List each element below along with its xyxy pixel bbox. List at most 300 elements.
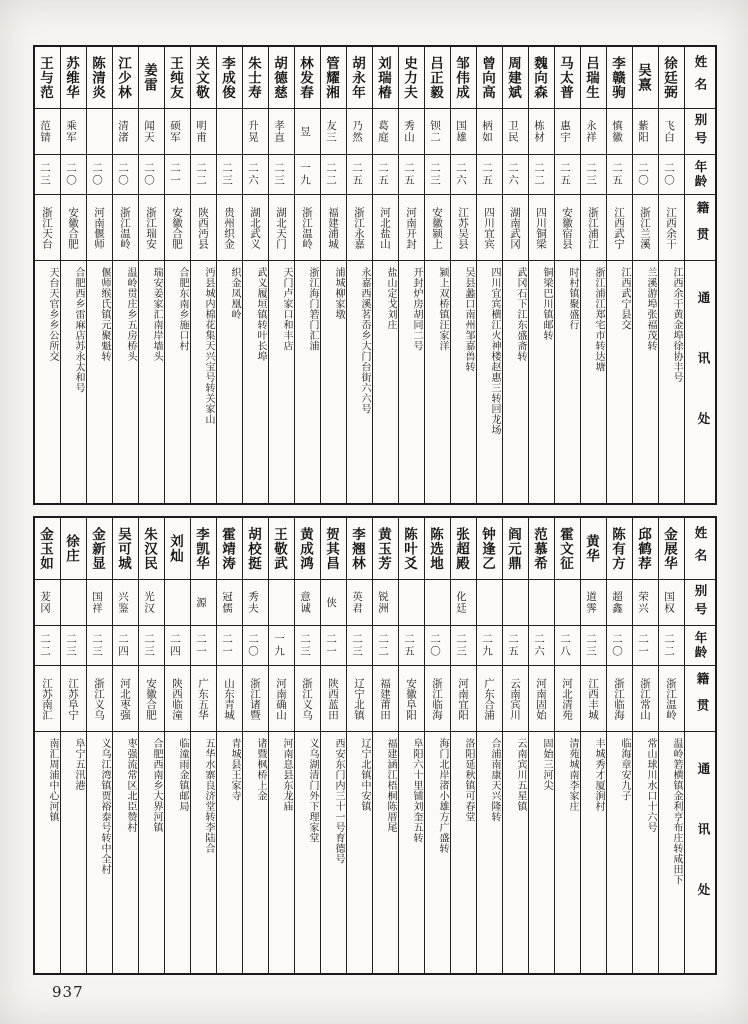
- entry-alias: 化廷: [451, 580, 476, 626]
- entry-origin: 浙江兰溪: [633, 195, 658, 261]
- entry-origin: 浙江瑞安: [139, 195, 164, 261]
- header-alias: 别号: [685, 109, 715, 155]
- entry-column: [243, 518, 269, 973]
- entry-column: [581, 518, 607, 973]
- header-origin: 籍贯: [685, 195, 715, 261]
- entry-name: 姜雷: [139, 47, 164, 109]
- entry-column: [347, 47, 373, 503]
- entry-origin: 浙江温岭: [659, 666, 684, 732]
- entry-origin: 浙江诸暨: [243, 666, 268, 732]
- entry-name: 史力夫: [399, 47, 424, 109]
- entry-column: [529, 47, 555, 503]
- entry-origin: 福建浦城: [321, 195, 346, 261]
- entry-column: [399, 47, 425, 503]
- entry-column: [425, 518, 451, 973]
- entry-age: 二八: [555, 626, 580, 666]
- entry-alias: [87, 109, 112, 155]
- entry-origin: 湖北天门: [269, 195, 294, 261]
- entry-name: 管耀湘: [321, 47, 346, 109]
- entry-alias: 紫阳: [633, 109, 658, 155]
- entry-column: [607, 47, 633, 503]
- entry-age: 二四: [113, 626, 138, 666]
- header-column: [685, 47, 715, 503]
- entry-column: [451, 47, 477, 503]
- entry-age: 二五: [347, 155, 372, 195]
- entry-origin: 贵州织金: [217, 195, 242, 261]
- entry-age: 二三: [425, 155, 450, 195]
- entry-origin: 浙江义乌: [295, 666, 320, 732]
- entry-alias: 国祥: [87, 580, 112, 626]
- entry-age: 二一: [321, 626, 346, 666]
- entry-address: 合浦南康天兴隆转: [489, 738, 500, 822]
- entry-origin: 江苏吴县: [451, 195, 476, 261]
- entry-origin: 安徽合肥: [139, 666, 164, 732]
- entry-alias: 道霁: [581, 580, 606, 626]
- entry-origin: 湖北武义: [243, 195, 268, 261]
- entry-name: 钟逢乙: [477, 518, 502, 580]
- entry-age: 二六: [243, 155, 268, 195]
- entry-age: 二四: [165, 626, 190, 666]
- entry-age: 二二: [35, 626, 60, 666]
- entry-name: 邱鹤荐: [633, 518, 658, 580]
- entry-origin: 浙江临海: [425, 666, 450, 732]
- entry-age: 二三: [87, 626, 112, 666]
- entry-origin: 福建莆田: [373, 666, 398, 732]
- entry-address: 江西余干黄金埠徐协丰号: [671, 267, 682, 383]
- header-age: 年龄: [685, 155, 715, 195]
- entry-alias: 超鑫: [607, 580, 632, 626]
- entry-address: 义乌江湾镇贾裕泰号转中全村: [99, 738, 110, 875]
- entry-age: 二三: [347, 626, 372, 666]
- entry-column: [477, 47, 503, 503]
- entry-alias: [425, 580, 450, 626]
- entry-age: 二二: [373, 626, 398, 666]
- entry-address: 合肥西南乡大界河镇: [151, 738, 162, 833]
- entry-age: 二五: [399, 626, 424, 666]
- entry-age: 二五: [555, 155, 580, 195]
- entry-column: [35, 47, 61, 503]
- entry-address: 温岭贯庄乡五房桥头: [125, 267, 136, 362]
- entry-alias: 友三: [321, 109, 346, 155]
- entry-name: 关文敬: [191, 47, 216, 109]
- entry-column: [61, 518, 87, 973]
- entry-origin: 陕西沔县: [191, 195, 216, 261]
- entry-origin: 安徽宿县: [555, 195, 580, 261]
- entry-alias: 秀山: [399, 109, 424, 155]
- entry-age: 二一: [217, 626, 242, 666]
- entry-name: 金展华: [659, 518, 684, 580]
- entry-column: [139, 518, 165, 973]
- entry-name: 李凯华: [191, 518, 216, 580]
- entry-address: 五华水寨良济堂转李陆合: [203, 738, 214, 854]
- entry-address: 常山球川水口十六号: [645, 738, 656, 833]
- entry-age: 二三: [35, 155, 60, 195]
- entry-address: 辽宁北镇中安镇: [359, 738, 370, 812]
- entry-address: 阜宁五汛港: [73, 738, 84, 791]
- header-name: 姓名: [685, 518, 715, 580]
- entry-alias: 乃然: [347, 109, 372, 155]
- entry-column: [529, 518, 555, 973]
- entry-column: [191, 518, 217, 973]
- entry-address: 合肥西乡雷麻店苏永太和号: [73, 267, 84, 393]
- entry-age: 二六: [451, 155, 476, 195]
- entry-address: 天台天官乡乡公所交: [47, 267, 58, 362]
- entry-age: 二〇: [633, 155, 658, 195]
- entry-name: 吴熹: [633, 47, 658, 109]
- entry-name: 苏维华: [61, 47, 86, 109]
- entry-origin: 湖南武冈: [503, 195, 528, 261]
- entry-alias: 昱: [295, 109, 320, 155]
- entry-column: [165, 518, 191, 973]
- entry-origin: 浙江温岭: [113, 195, 138, 261]
- entry-column: [321, 518, 347, 973]
- entry-address: 洛阳延秋镇可春堂: [463, 738, 474, 822]
- entry-alias: 光汉: [139, 580, 164, 626]
- entry-age: 二三: [581, 626, 606, 666]
- entry-origin: 江西武宁: [607, 195, 632, 261]
- entry-origin: 浙江永嘉: [347, 195, 372, 261]
- entry-age: 二二: [529, 155, 554, 195]
- entry-name: 阎元鼎: [503, 518, 528, 580]
- entry-address: 海门北岸渚小雄方广盛转: [437, 738, 448, 854]
- entry-alias: 范锖: [35, 109, 60, 155]
- entry-name: 朱汉民: [139, 518, 164, 580]
- entry-age: 一九: [295, 155, 320, 195]
- entry-name: 王敬武: [269, 518, 294, 580]
- entry-age: 二六: [529, 626, 554, 666]
- entry-name: 陈清炎: [87, 47, 112, 109]
- entry-alias: 卫民: [503, 109, 528, 155]
- entry-name: 范慕希: [529, 518, 554, 580]
- entry-name: 刘灿: [165, 518, 190, 580]
- entry-origin: 河南固始: [529, 666, 554, 732]
- entry-age: 二〇: [607, 626, 632, 666]
- entry-address: 颍上双桥镇汪家洋: [437, 267, 448, 351]
- header-alias: 别号: [685, 580, 715, 626]
- entry-age: 一九: [269, 626, 294, 666]
- entry-name: 胡校挺: [243, 518, 268, 580]
- entry-column: [477, 518, 503, 973]
- entry-name: 吕正毅: [425, 47, 450, 109]
- entry-age: 二〇: [425, 626, 450, 666]
- entry-name: 李成俊: [217, 47, 242, 109]
- entry-alias: [217, 109, 242, 155]
- entry-origin: 辽宁北镇: [347, 666, 372, 732]
- entry-column: [165, 47, 191, 503]
- entry-column: [87, 47, 113, 503]
- entry-alias: [503, 580, 528, 626]
- entry-column: [269, 47, 295, 503]
- entry-name: 刘瑞椿: [373, 47, 398, 109]
- entry-age: 二五: [399, 155, 424, 195]
- entry-address: 江西武宁县交: [619, 267, 630, 330]
- entry-address: 枣强流常区北臣赞村: [125, 738, 136, 833]
- entry-origin: 陕西临潼: [165, 666, 190, 732]
- entry-name: 李翘林: [347, 518, 372, 580]
- entry-address: 浙江海门箬门汇浦: [307, 267, 318, 351]
- entry-address: 临海章安九子: [619, 738, 630, 801]
- entry-column: [321, 47, 347, 503]
- entry-column: [269, 518, 295, 973]
- entry-age: 二三: [295, 626, 320, 666]
- entry-name: 王与范: [35, 47, 60, 109]
- entry-name: 黄华: [581, 518, 606, 580]
- entry-column: [35, 518, 61, 973]
- entry-alias: [269, 580, 294, 626]
- entry-alias: 柄如: [477, 109, 502, 155]
- entry-address: 云南宾川五星镇: [515, 738, 526, 812]
- header-origin: 籍贯: [685, 666, 715, 732]
- entry-origin: 江西余干: [659, 195, 684, 261]
- entry-address: 织金凤凰岭: [229, 267, 240, 320]
- entry-name: 徐廷弼: [659, 47, 684, 109]
- entry-address: 永嘉西溪茗岙乡大门台街六六号: [359, 267, 370, 414]
- entry-column: [633, 518, 659, 973]
- entry-column: [217, 518, 243, 973]
- entry-alias: 钡二: [425, 109, 450, 155]
- entry-age: 二三: [451, 626, 476, 666]
- entry-column: [399, 518, 425, 973]
- entry-age: 二二: [321, 155, 346, 195]
- entry-column: [555, 518, 581, 973]
- entry-alias: 茇冈: [35, 580, 60, 626]
- entry-name: 陈有方: [607, 518, 632, 580]
- entry-origin: 河南开封: [399, 195, 424, 261]
- entry-name: 林发春: [295, 47, 320, 109]
- entry-age: 二五: [373, 155, 398, 195]
- entry-column: [581, 47, 607, 503]
- entry-origin: 河北枣强: [113, 666, 138, 732]
- entry-alias: 侠: [321, 580, 346, 626]
- entry-origin: 河北清苑: [555, 666, 580, 732]
- header-address: 通讯处: [696, 291, 711, 473]
- entry-address: 南汇周浦中心河镇: [47, 738, 58, 822]
- entry-name: 黄玉芳: [373, 518, 398, 580]
- entry-column: [373, 47, 399, 503]
- entry-column: [61, 47, 87, 503]
- entry-age: 二一: [165, 155, 190, 195]
- entry-origin: 广东五华: [191, 666, 216, 732]
- page-number: 937: [52, 983, 84, 1001]
- entry-column: [659, 47, 685, 503]
- entry-address: 福建涵江梧桐陈厝尾: [385, 738, 396, 833]
- entry-age: 二三: [139, 626, 164, 666]
- entry-origin: 河南宜阳: [451, 666, 476, 732]
- entry-address: 临潼雨金镇邮局: [177, 738, 188, 812]
- entry-address: 诸暨枫桥上金: [255, 738, 266, 801]
- entry-origin: 安徽阜阳: [399, 666, 424, 732]
- entry-column: [659, 518, 685, 973]
- entry-name: 吴可城: [113, 518, 138, 580]
- entry-alias: [399, 580, 424, 626]
- entry-origin: 山东青城: [217, 666, 242, 732]
- entry-column: [555, 47, 581, 503]
- entry-alias: [61, 580, 86, 626]
- header-address: 通讯处: [696, 761, 711, 944]
- entry-age: 二五: [477, 155, 502, 195]
- entry-name: 黄成鸿: [295, 518, 320, 580]
- entry-age: 二六: [503, 155, 528, 195]
- entry-column: [139, 47, 165, 503]
- entry-address: 温岭箬横镇金利亨布庄转咸田下: [671, 738, 682, 885]
- entry-address: 西安东门内三十一号育德号: [333, 738, 344, 864]
- entry-name: 曾向高: [477, 47, 502, 109]
- entry-column: [503, 518, 529, 973]
- entry-name: 周建斌: [503, 47, 528, 109]
- entry-alias: 锐洲: [373, 580, 398, 626]
- entry-name: 邹伟成: [451, 47, 476, 109]
- header-age: 年龄: [685, 626, 715, 666]
- entry-alias: 硕军: [165, 109, 190, 155]
- entry-column: [295, 47, 321, 503]
- entry-column: [113, 47, 139, 503]
- entry-age: 二一: [191, 626, 216, 666]
- entry-alias: 清渚: [113, 109, 138, 155]
- entry-address: 兰溪游埠张福茂转: [645, 267, 656, 351]
- entry-origin: 安徽合肥: [165, 195, 190, 261]
- entry-name: 马太普: [555, 47, 580, 109]
- entry-name: 胡德慈: [269, 47, 294, 109]
- entry-column: [243, 47, 269, 503]
- entry-alias: [477, 580, 502, 626]
- entry-column: [347, 518, 373, 973]
- entry-name: 陈选地: [425, 518, 450, 580]
- entry-origin: 四川铜梁: [529, 195, 554, 261]
- entry-alias: 栋材: [529, 109, 554, 155]
- entry-column: [503, 47, 529, 503]
- entry-address: 河南息县东龙庙: [281, 738, 292, 812]
- entry-age: 二三: [217, 155, 242, 195]
- entry-origin: 广东合浦: [477, 666, 502, 732]
- header-name: 姓名: [685, 47, 715, 109]
- entry-name: 胡永年: [347, 47, 372, 109]
- entry-alias: 冠儒: [217, 580, 242, 626]
- entry-name: 贺其昌: [321, 518, 346, 580]
- entry-age: 二〇: [61, 155, 86, 195]
- entry-name: 朱士寿: [243, 47, 268, 109]
- entry-origin: 江西丰城: [581, 666, 606, 732]
- entry-address: 武冈石下江东盛斋转: [515, 267, 526, 362]
- entry-alias: 孝直: [269, 109, 294, 155]
- entry-name: 陈叶爻: [399, 518, 424, 580]
- entry-alias: 闻天: [139, 109, 164, 155]
- entry-age: 二三: [269, 155, 294, 195]
- entry-address: 沔县城内棉花集天兴宝号转关家山: [203, 267, 214, 425]
- directory-table-top: [33, 45, 717, 505]
- entry-address: 阜阳六十里铺刘奎五转: [411, 738, 422, 843]
- entry-alias: 乘军: [61, 109, 86, 155]
- entry-address: 偃师缑氏镇元聚魁转: [99, 267, 110, 362]
- entry-alias: 永祥: [581, 109, 606, 155]
- entry-origin: 浙江浦江: [581, 195, 606, 261]
- entry-column: [217, 47, 243, 503]
- entry-origin: 浙江常山: [633, 666, 658, 732]
- entry-name: 李赣驹: [607, 47, 632, 109]
- entry-column: [425, 47, 451, 503]
- entry-column: [607, 518, 633, 973]
- entry-address: 铜梁巴川镇邮转: [541, 267, 552, 341]
- entry-origin: 河南确山: [269, 666, 294, 732]
- entry-age: 二一: [633, 626, 658, 666]
- entry-address: 丰城秀才厦涧村: [593, 738, 604, 812]
- entry-origin: 陕西蓝田: [321, 666, 346, 732]
- entry-origin: 浙江义乌: [87, 666, 112, 732]
- entry-column: [113, 518, 139, 973]
- entry-alias: [165, 580, 190, 626]
- entry-origin: 江苏阜宁: [61, 666, 86, 732]
- entry-alias: 国权: [659, 580, 684, 626]
- entry-age: 二五: [607, 155, 632, 195]
- entry-age: 二二: [659, 626, 684, 666]
- entry-age: 二〇: [87, 155, 112, 195]
- entry-address: 四川宜宾横江火神楼赵惠三转回龙场: [489, 267, 500, 435]
- entry-name: 霍文征: [555, 518, 580, 580]
- directory-table-bottom: [33, 516, 717, 975]
- entry-address: 浦城柳家墩: [333, 267, 344, 320]
- entry-address: 武义履垣镇转叶长埠: [255, 267, 266, 362]
- entry-age: 二二: [191, 155, 216, 195]
- entry-column: [373, 518, 399, 973]
- entry-address: 瑞安姜家汇南岸墙头: [151, 267, 162, 362]
- entry-name: 金玉如: [35, 518, 60, 580]
- entry-address: 青城县王家寺: [229, 738, 240, 801]
- entry-address: 吴县蠡口南州邹嘉兽转: [463, 267, 474, 372]
- entry-column: [191, 47, 217, 503]
- entry-age: 二〇: [113, 155, 138, 195]
- entry-alias: 明甫: [191, 109, 216, 155]
- header-column: [685, 518, 715, 973]
- entry-address: 天门卢家口和丰店: [281, 267, 292, 351]
- entry-age: 二九: [477, 626, 502, 666]
- entry-alias: 意诚: [295, 580, 320, 626]
- entry-address: 合肥东南乡施口村: [177, 267, 188, 351]
- entry-alias: [529, 580, 554, 626]
- entry-alias: [555, 580, 580, 626]
- entry-age: 二〇: [659, 155, 684, 195]
- entry-column: [295, 518, 321, 973]
- entry-alias: 惠宇: [555, 109, 580, 155]
- entry-name: 霍靖涛: [217, 518, 242, 580]
- entry-origin: 浙江天台: [35, 195, 60, 261]
- entry-name: 江少林: [113, 47, 138, 109]
- entry-origin: 四川宜宾: [477, 195, 502, 261]
- entry-alias: 慎徽: [607, 109, 632, 155]
- entry-origin: 浙江温岭: [295, 195, 320, 261]
- entry-address: 开封炉房胡同二号: [411, 267, 422, 351]
- entry-origin: 安徽颍上: [425, 195, 450, 261]
- entry-name: 王纯友: [165, 47, 190, 109]
- entry-address: 固始三河尖: [541, 738, 552, 791]
- entry-column: [451, 518, 477, 973]
- entry-alias: 升晃: [243, 109, 268, 155]
- entry-address: 清苑城南李家庄: [567, 738, 578, 812]
- entry-age: 二三: [61, 626, 86, 666]
- entry-name: 魏向森: [529, 47, 554, 109]
- entry-alias: 秀夫: [243, 580, 268, 626]
- entry-alias: 荣兴: [633, 580, 658, 626]
- entry-origin: 浙江临海: [607, 666, 632, 732]
- entry-age: 二〇: [243, 626, 268, 666]
- entry-age: 二〇: [139, 155, 164, 195]
- entry-address: 浙江浦江郑宅市转达塘: [593, 267, 604, 372]
- entry-column: [633, 47, 659, 503]
- entry-name: 金新显: [87, 518, 112, 580]
- entry-origin: 河南偃师: [87, 195, 112, 261]
- entry-name: 吕瑞生: [581, 47, 606, 109]
- entry-origin: 江苏南汇: [35, 666, 60, 732]
- entry-alias: 葛庭: [373, 109, 398, 155]
- entry-address: 时村镇聚盛行: [567, 267, 578, 330]
